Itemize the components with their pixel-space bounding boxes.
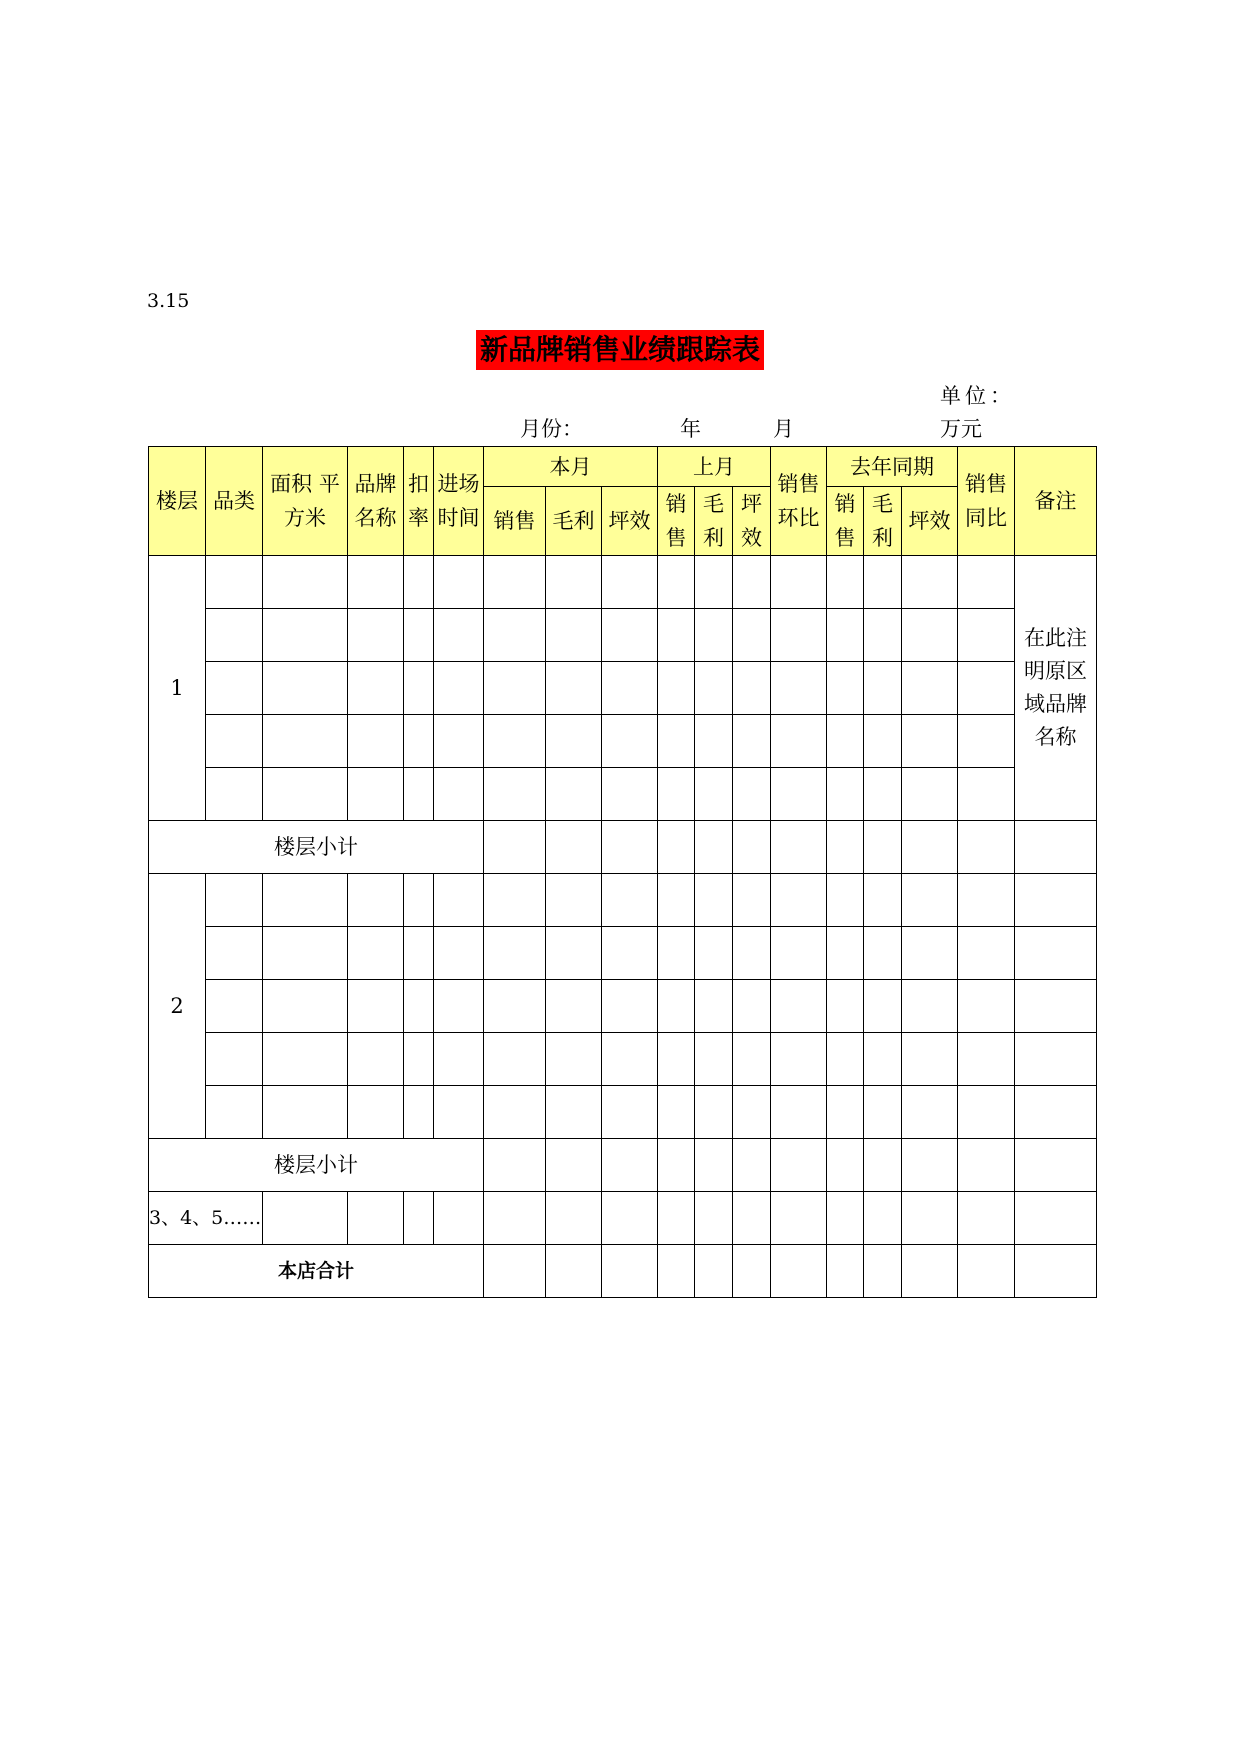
data-cell bbox=[263, 662, 348, 715]
data-cell bbox=[602, 821, 658, 874]
data-cell bbox=[602, 768, 658, 821]
data-cell bbox=[1015, 821, 1097, 874]
data-cell bbox=[263, 715, 348, 768]
header-this-sales: 销售 bbox=[484, 487, 546, 556]
data-cell bbox=[434, 715, 484, 768]
data-cell bbox=[658, 927, 695, 980]
data-cell bbox=[484, 980, 546, 1033]
data-cell bbox=[1015, 1245, 1097, 1298]
data-cell bbox=[348, 874, 404, 927]
data-cell bbox=[1015, 927, 1097, 980]
data-cell bbox=[404, 874, 434, 927]
unit-label: 单位： bbox=[940, 384, 1015, 408]
data-cell bbox=[484, 556, 546, 609]
data-cell bbox=[695, 874, 733, 927]
data-cell bbox=[733, 1245, 771, 1298]
data-cell bbox=[434, 556, 484, 609]
data-cell bbox=[827, 609, 864, 662]
data-cell bbox=[733, 821, 771, 874]
data-cell bbox=[658, 715, 695, 768]
header-deduct-rate: 扣率 bbox=[404, 447, 434, 556]
data-cell bbox=[206, 662, 263, 715]
data-cell bbox=[1015, 1033, 1097, 1086]
data-cell bbox=[902, 1086, 958, 1139]
data-cell bbox=[484, 1033, 546, 1086]
data-cell bbox=[864, 1086, 902, 1139]
data-cell bbox=[602, 609, 658, 662]
data-cell bbox=[348, 1192, 404, 1245]
data-cell bbox=[733, 662, 771, 715]
data-cell bbox=[404, 1033, 434, 1086]
data-cell bbox=[1015, 1086, 1097, 1139]
data-cell bbox=[434, 1086, 484, 1139]
data-cell bbox=[827, 874, 864, 927]
data-cell bbox=[434, 768, 484, 821]
sales-tracking-table bbox=[148, 446, 1097, 1298]
data-cell bbox=[658, 1192, 695, 1245]
data-cell bbox=[695, 1086, 733, 1139]
document-title: 新品牌销售业绩跟踪表 bbox=[476, 330, 764, 370]
data-cell bbox=[902, 662, 958, 715]
data-cell bbox=[864, 927, 902, 980]
store-total: 本店合计 bbox=[149, 1245, 484, 1298]
data-cell bbox=[658, 556, 695, 609]
data-cell bbox=[602, 662, 658, 715]
header-ly-gross: 毛利 bbox=[864, 487, 902, 556]
header-entry-time: 进场时间 bbox=[434, 447, 484, 556]
data-cell bbox=[733, 715, 771, 768]
data-cell bbox=[263, 1192, 348, 1245]
data-cell bbox=[263, 609, 348, 662]
data-cell bbox=[434, 609, 484, 662]
data-cell bbox=[546, 1139, 602, 1192]
data-cell bbox=[602, 874, 658, 927]
data-cell bbox=[658, 1245, 695, 1298]
data-cell bbox=[827, 1245, 864, 1298]
data-cell bbox=[434, 662, 484, 715]
data-cell bbox=[546, 874, 602, 927]
header-yoy: 销售同比 bbox=[958, 447, 1015, 556]
data-cell bbox=[864, 821, 902, 874]
data-cell bbox=[902, 1245, 958, 1298]
data-cell bbox=[263, 1086, 348, 1139]
year-label: 年 bbox=[680, 417, 701, 441]
data-cell bbox=[771, 1245, 827, 1298]
data-cell bbox=[434, 980, 484, 1033]
data-cell bbox=[602, 1245, 658, 1298]
data-cell bbox=[902, 927, 958, 980]
data-cell bbox=[958, 927, 1015, 980]
data-cell bbox=[546, 927, 602, 980]
data-cell bbox=[958, 821, 1015, 874]
data-cell bbox=[827, 1086, 864, 1139]
data-cell bbox=[206, 556, 263, 609]
data-cell bbox=[658, 662, 695, 715]
data-cell bbox=[864, 980, 902, 1033]
data-cell bbox=[902, 768, 958, 821]
unit-value: 万元 bbox=[940, 417, 982, 441]
floor-1-label: 1 bbox=[149, 556, 206, 821]
data-cell bbox=[902, 556, 958, 609]
data-cell bbox=[695, 1033, 733, 1086]
data-cell bbox=[827, 1139, 864, 1192]
data-cell bbox=[771, 927, 827, 980]
data-cell bbox=[206, 874, 263, 927]
data-cell bbox=[484, 1192, 546, 1245]
data-cell bbox=[695, 768, 733, 821]
data-cell bbox=[695, 980, 733, 1033]
data-cell bbox=[546, 768, 602, 821]
data-cell bbox=[771, 1139, 827, 1192]
data-cell bbox=[434, 1033, 484, 1086]
data-cell bbox=[902, 874, 958, 927]
data-cell bbox=[733, 874, 771, 927]
data-cell bbox=[864, 768, 902, 821]
data-cell bbox=[827, 1033, 864, 1086]
data-cell bbox=[404, 927, 434, 980]
data-cell bbox=[546, 556, 602, 609]
data-cell bbox=[733, 1033, 771, 1086]
header-remarks: 备注 bbox=[1015, 447, 1097, 556]
data-cell bbox=[733, 609, 771, 662]
data-cell bbox=[902, 715, 958, 768]
data-cell bbox=[864, 1192, 902, 1245]
more-floors-label: 3、4、5…… bbox=[149, 1192, 263, 1245]
data-cell bbox=[958, 556, 1015, 609]
data-cell bbox=[348, 609, 404, 662]
data-cell bbox=[348, 927, 404, 980]
data-cell bbox=[771, 715, 827, 768]
data-cell bbox=[348, 715, 404, 768]
data-cell bbox=[1015, 980, 1097, 1033]
data-cell bbox=[771, 1033, 827, 1086]
data-cell bbox=[695, 821, 733, 874]
data-cell bbox=[484, 609, 546, 662]
data-cell bbox=[827, 1192, 864, 1245]
data-cell bbox=[546, 980, 602, 1033]
data-cell bbox=[484, 874, 546, 927]
header-last-year: 去年同期 bbox=[827, 447, 958, 487]
remarks-note: 在此注明原区域品牌名称 bbox=[1015, 556, 1097, 821]
data-cell bbox=[602, 556, 658, 609]
data-cell bbox=[695, 927, 733, 980]
data-cell bbox=[827, 662, 864, 715]
data-cell bbox=[658, 609, 695, 662]
header-this-gross: 毛利 bbox=[546, 487, 602, 556]
data-cell bbox=[602, 1086, 658, 1139]
data-cell bbox=[658, 768, 695, 821]
header-this-ping: 坪效 bbox=[602, 487, 658, 556]
data-cell bbox=[902, 609, 958, 662]
header-last-sales: 销售 bbox=[658, 487, 695, 556]
data-cell bbox=[658, 1086, 695, 1139]
data-cell bbox=[864, 715, 902, 768]
data-cell bbox=[695, 609, 733, 662]
data-cell bbox=[733, 980, 771, 1033]
data-cell bbox=[864, 874, 902, 927]
data-cell bbox=[827, 715, 864, 768]
month-label: 月份： bbox=[520, 417, 583, 441]
header-mom: 销售环比 bbox=[771, 447, 827, 556]
data-cell bbox=[771, 556, 827, 609]
data-cell bbox=[733, 1192, 771, 1245]
data-cell bbox=[484, 768, 546, 821]
data-cell bbox=[958, 1192, 1015, 1245]
data-cell bbox=[546, 1192, 602, 1245]
data-cell bbox=[827, 768, 864, 821]
data-cell bbox=[263, 980, 348, 1033]
data-cell bbox=[902, 980, 958, 1033]
data-cell bbox=[1015, 1192, 1097, 1245]
header-brand: 品牌名称 bbox=[348, 447, 404, 556]
data-cell bbox=[771, 662, 827, 715]
data-cell bbox=[348, 768, 404, 821]
data-cell bbox=[484, 821, 546, 874]
data-cell bbox=[864, 609, 902, 662]
data-cell bbox=[695, 715, 733, 768]
data-cell bbox=[348, 1033, 404, 1086]
data-cell bbox=[864, 1033, 902, 1086]
data-cell bbox=[263, 556, 348, 609]
data-cell bbox=[602, 715, 658, 768]
data-cell bbox=[546, 821, 602, 874]
data-cell bbox=[434, 927, 484, 980]
data-cell bbox=[864, 1139, 902, 1192]
data-cell bbox=[864, 1245, 902, 1298]
data-cell bbox=[733, 1139, 771, 1192]
data-cell bbox=[484, 927, 546, 980]
data-cell bbox=[484, 662, 546, 715]
data-cell bbox=[602, 1033, 658, 1086]
data-cell bbox=[1015, 1139, 1097, 1192]
data-cell bbox=[434, 874, 484, 927]
data-cell bbox=[546, 1086, 602, 1139]
data-cell bbox=[733, 927, 771, 980]
data-cell bbox=[602, 1139, 658, 1192]
data-cell bbox=[958, 715, 1015, 768]
data-cell bbox=[771, 768, 827, 821]
data-cell bbox=[658, 1033, 695, 1086]
data-cell bbox=[827, 556, 864, 609]
data-cell bbox=[404, 609, 434, 662]
data-cell bbox=[695, 662, 733, 715]
data-cell bbox=[484, 1139, 546, 1192]
header-last-ping: 坪效 bbox=[733, 487, 771, 556]
data-cell bbox=[695, 556, 733, 609]
data-cell bbox=[771, 980, 827, 1033]
data-cell bbox=[602, 1192, 658, 1245]
data-cell bbox=[206, 609, 263, 662]
header-ly-ping: 坪效 bbox=[902, 487, 958, 556]
header-this-month: 本月 bbox=[484, 447, 658, 487]
data-cell bbox=[658, 1139, 695, 1192]
data-cell bbox=[958, 1033, 1015, 1086]
header-floor: 楼层 bbox=[149, 447, 206, 556]
data-cell bbox=[771, 1086, 827, 1139]
data-cell bbox=[484, 1086, 546, 1139]
data-cell bbox=[602, 980, 658, 1033]
data-cell bbox=[902, 1033, 958, 1086]
data-cell bbox=[733, 556, 771, 609]
data-cell bbox=[546, 715, 602, 768]
data-cell bbox=[484, 715, 546, 768]
data-cell bbox=[958, 980, 1015, 1033]
data-cell bbox=[902, 821, 958, 874]
data-cell bbox=[404, 1086, 434, 1139]
data-cell bbox=[902, 1139, 958, 1192]
floor-2-label: 2 bbox=[149, 874, 206, 1139]
data-cell bbox=[1015, 874, 1097, 927]
data-cell bbox=[206, 927, 263, 980]
data-cell bbox=[263, 927, 348, 980]
data-cell bbox=[864, 662, 902, 715]
data-cell bbox=[902, 1192, 958, 1245]
data-cell bbox=[206, 1033, 263, 1086]
floor-1-subtotal: 楼层小计 bbox=[149, 821, 484, 874]
data-cell bbox=[827, 927, 864, 980]
data-cell bbox=[695, 1245, 733, 1298]
data-cell bbox=[206, 1086, 263, 1139]
data-cell bbox=[958, 609, 1015, 662]
data-cell bbox=[348, 662, 404, 715]
header-area: 面积 平方米 bbox=[263, 447, 348, 556]
data-cell bbox=[771, 821, 827, 874]
data-cell bbox=[864, 556, 902, 609]
header-ly-sales: 销售 bbox=[827, 487, 864, 556]
data-cell bbox=[658, 980, 695, 1033]
data-cell bbox=[263, 1033, 348, 1086]
data-cell bbox=[958, 1245, 1015, 1298]
data-cell bbox=[404, 715, 434, 768]
data-cell bbox=[206, 715, 263, 768]
data-cell bbox=[206, 768, 263, 821]
data-cell bbox=[602, 927, 658, 980]
data-cell bbox=[695, 1139, 733, 1192]
data-cell bbox=[695, 1192, 733, 1245]
data-cell bbox=[827, 980, 864, 1033]
data-cell bbox=[546, 662, 602, 715]
data-cell bbox=[263, 874, 348, 927]
data-cell bbox=[958, 874, 1015, 927]
data-cell bbox=[827, 821, 864, 874]
data-cell bbox=[771, 874, 827, 927]
data-cell bbox=[958, 662, 1015, 715]
data-cell bbox=[958, 768, 1015, 821]
data-cell bbox=[404, 1192, 434, 1245]
data-cell bbox=[958, 1086, 1015, 1139]
section-number: 3.15 bbox=[147, 290, 190, 312]
data-cell bbox=[348, 556, 404, 609]
data-cell bbox=[348, 980, 404, 1033]
data-cell bbox=[546, 609, 602, 662]
header-last-gross: 毛利 bbox=[695, 487, 733, 556]
data-cell bbox=[958, 1139, 1015, 1192]
data-cell bbox=[658, 821, 695, 874]
data-cell bbox=[404, 980, 434, 1033]
floor-2-subtotal: 楼层小计 bbox=[149, 1139, 484, 1192]
data-cell bbox=[348, 1086, 404, 1139]
header-last-month: 上月 bbox=[658, 447, 771, 487]
data-cell bbox=[733, 1086, 771, 1139]
data-cell bbox=[771, 609, 827, 662]
data-cell bbox=[484, 1245, 546, 1298]
data-cell bbox=[404, 662, 434, 715]
data-cell bbox=[434, 1192, 484, 1245]
header-category: 品类 bbox=[206, 447, 263, 556]
data-cell bbox=[206, 980, 263, 1033]
data-cell bbox=[658, 874, 695, 927]
data-cell bbox=[733, 768, 771, 821]
data-cell bbox=[263, 768, 348, 821]
data-cell bbox=[771, 1192, 827, 1245]
data-cell bbox=[546, 1033, 602, 1086]
data-cell bbox=[404, 556, 434, 609]
data-cell bbox=[404, 768, 434, 821]
mon-label: 月 bbox=[773, 417, 794, 441]
data-cell bbox=[546, 1245, 602, 1298]
